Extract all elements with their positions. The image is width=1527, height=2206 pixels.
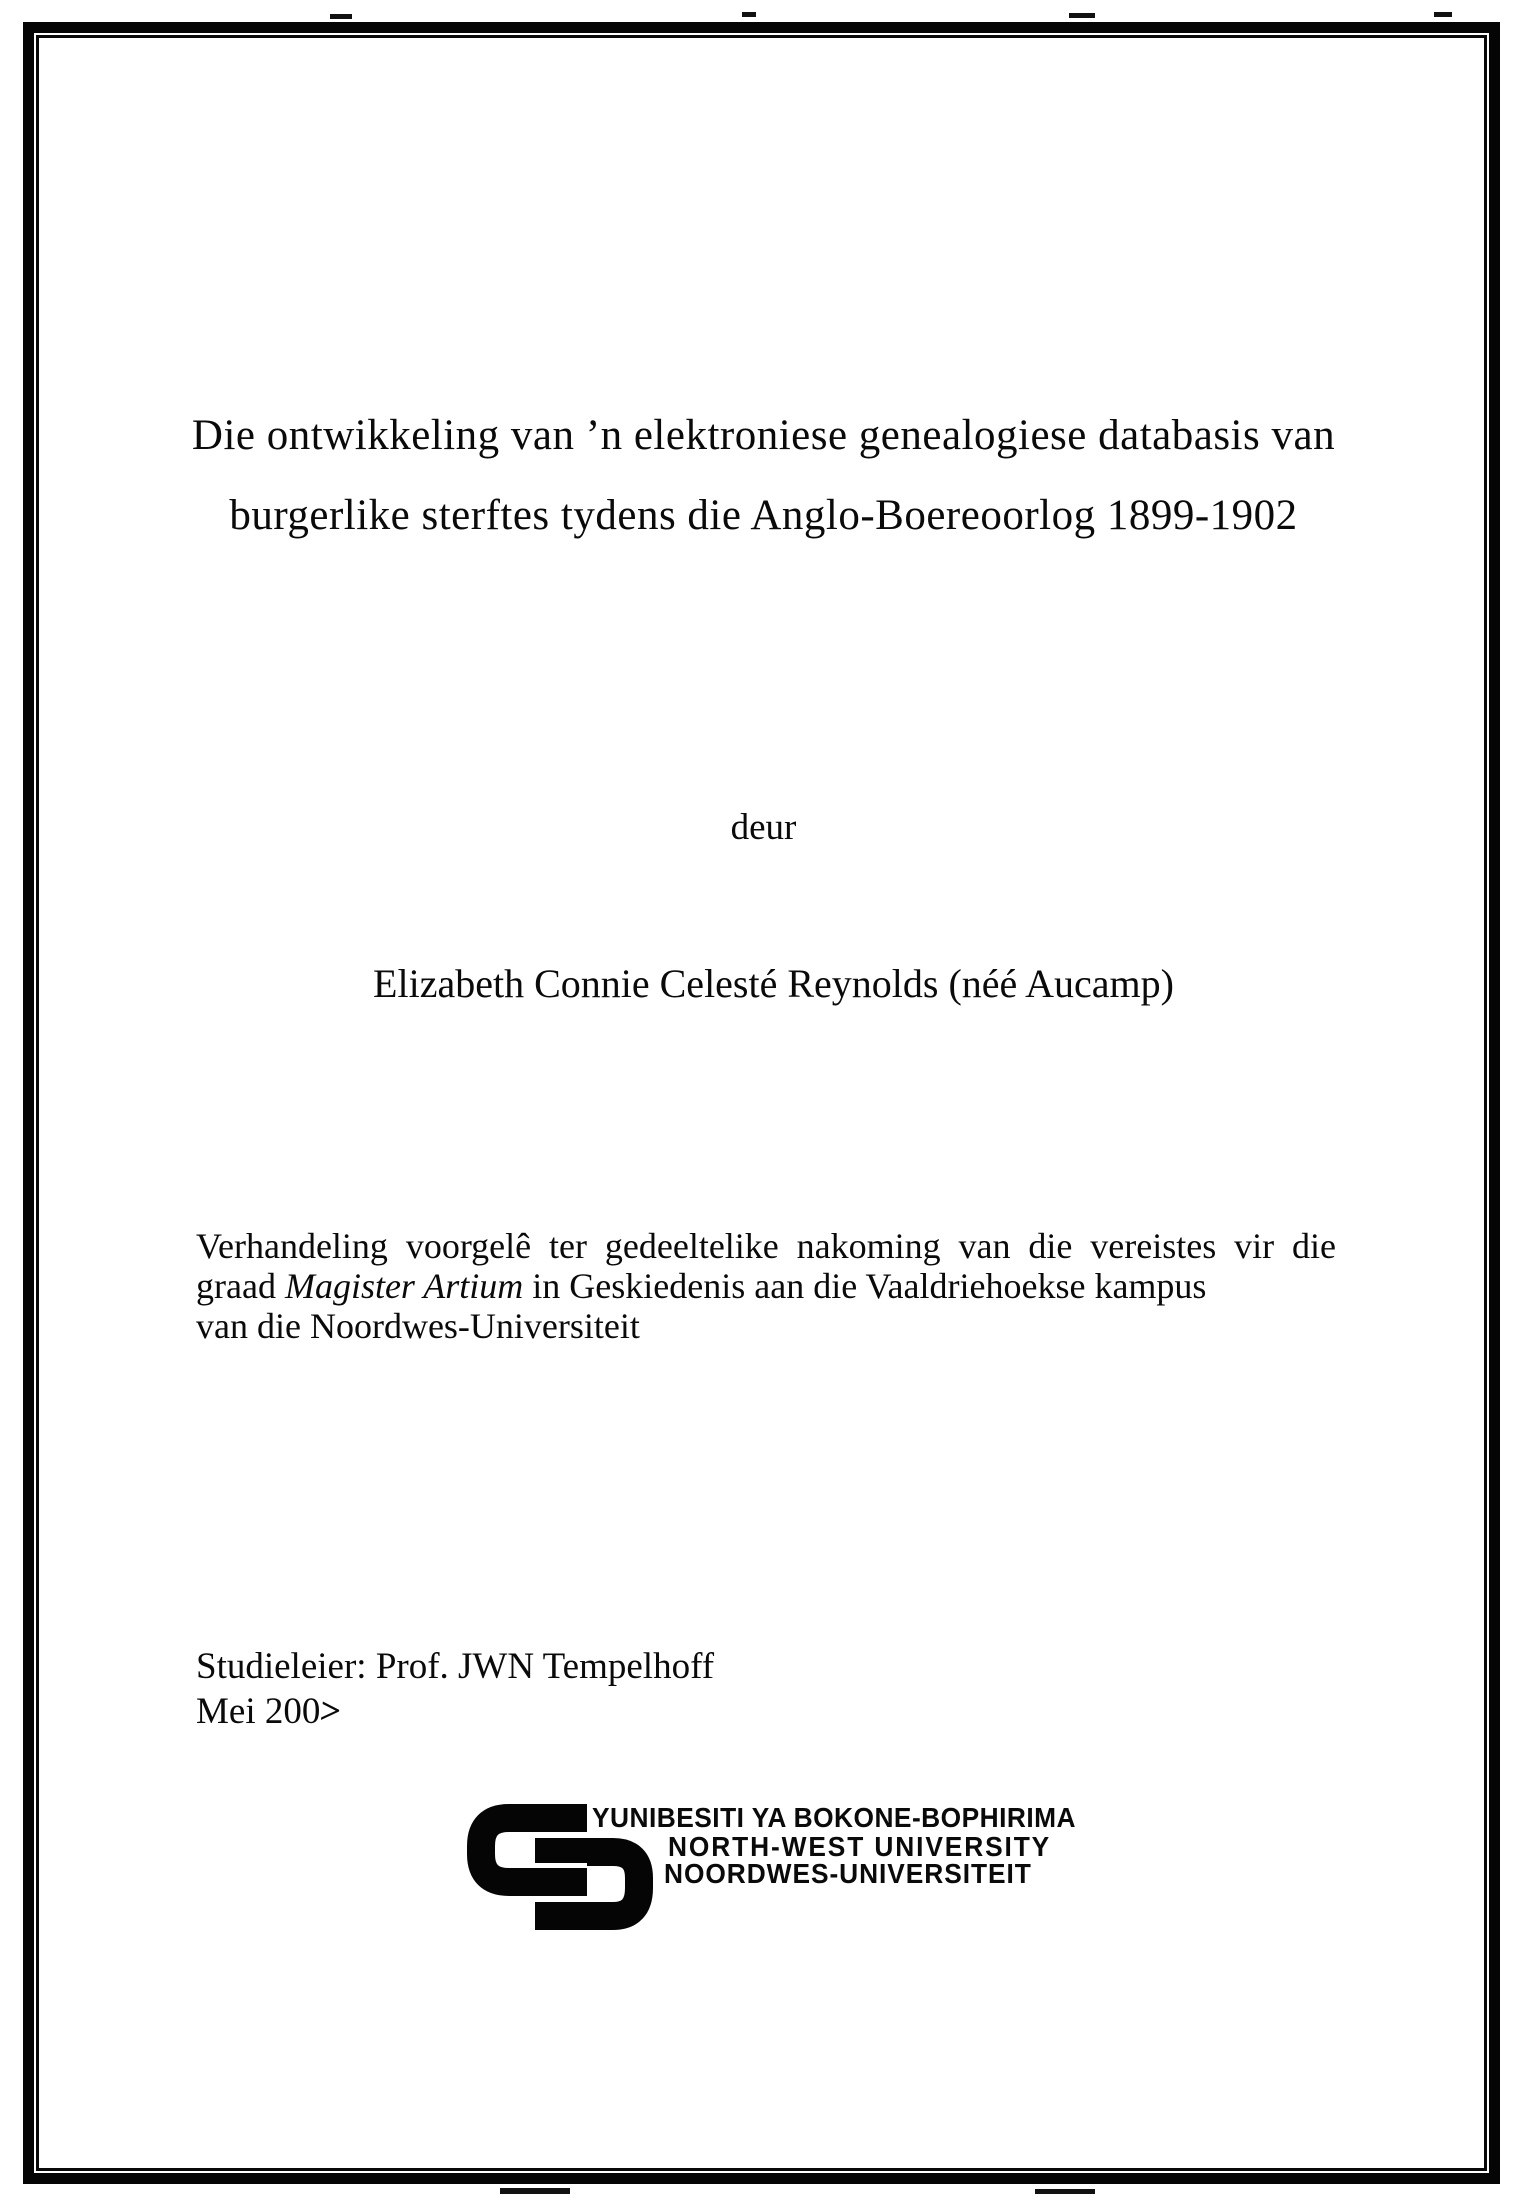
scan-speckle [1035, 2189, 1095, 2194]
nwu-logo [465, 1800, 1085, 1945]
thesis-title [60, 396, 1467, 556]
scan-speckle [1434, 12, 1452, 17]
supervisor-line: Studieleier: Prof. JWN Tempelhoff [196, 1646, 715, 1687]
thesis-title-line2: burgerlike sterftes tydens die Anglo-Boereoorlog 1899-1902 [229, 492, 1298, 539]
date-distorted-digit: > [318, 1691, 344, 1732]
scan-speckle [500, 2188, 570, 2194]
supervisor-block [196, 1644, 714, 1734]
degree-statement-line2 [196, 1266, 1336, 1306]
degree-statement [196, 1226, 1336, 1346]
scan-speckle [742, 12, 756, 17]
scan-speckle [330, 14, 352, 19]
thesis-title-line1: Die ontwikkeling van ’n elektroniese genealogiese databasis van [191, 412, 1336, 459]
logo-text-english: NORTH-WEST UNIVERSITY [668, 1831, 1052, 1862]
logo-text-setswana: YUNIBESITI YA BOKONE-BOPHIRIMA [592, 1802, 1077, 1833]
date-prefix: Mei 200 [196, 1691, 321, 1732]
degree-statement-line3: van die Noordwes-Universiteit [196, 1306, 640, 1346]
byline: deur [730, 807, 797, 848]
logo-text-afrikaans: NOORDWES-UNIVERSITEIT [664, 1858, 1032, 1889]
scan-speckle [1069, 13, 1095, 18]
date-line [196, 1689, 714, 1734]
degree-statement-line2-post: in Geskiedenis aan die Vaaldriehoekse kampus [523, 1266, 1207, 1306]
author-name: Elizabeth Connie Celesté Reynolds (néé Aucamp) [373, 961, 1174, 1006]
degree-statement-line2-pre: graad [196, 1266, 285, 1306]
degree-name-italic: Magister Artium [284, 1266, 524, 1306]
degree-statement-line1: Verhandeling voorgelê ter gedeeltelike nakoming van die vereistes vir die [196, 1226, 1336, 1266]
